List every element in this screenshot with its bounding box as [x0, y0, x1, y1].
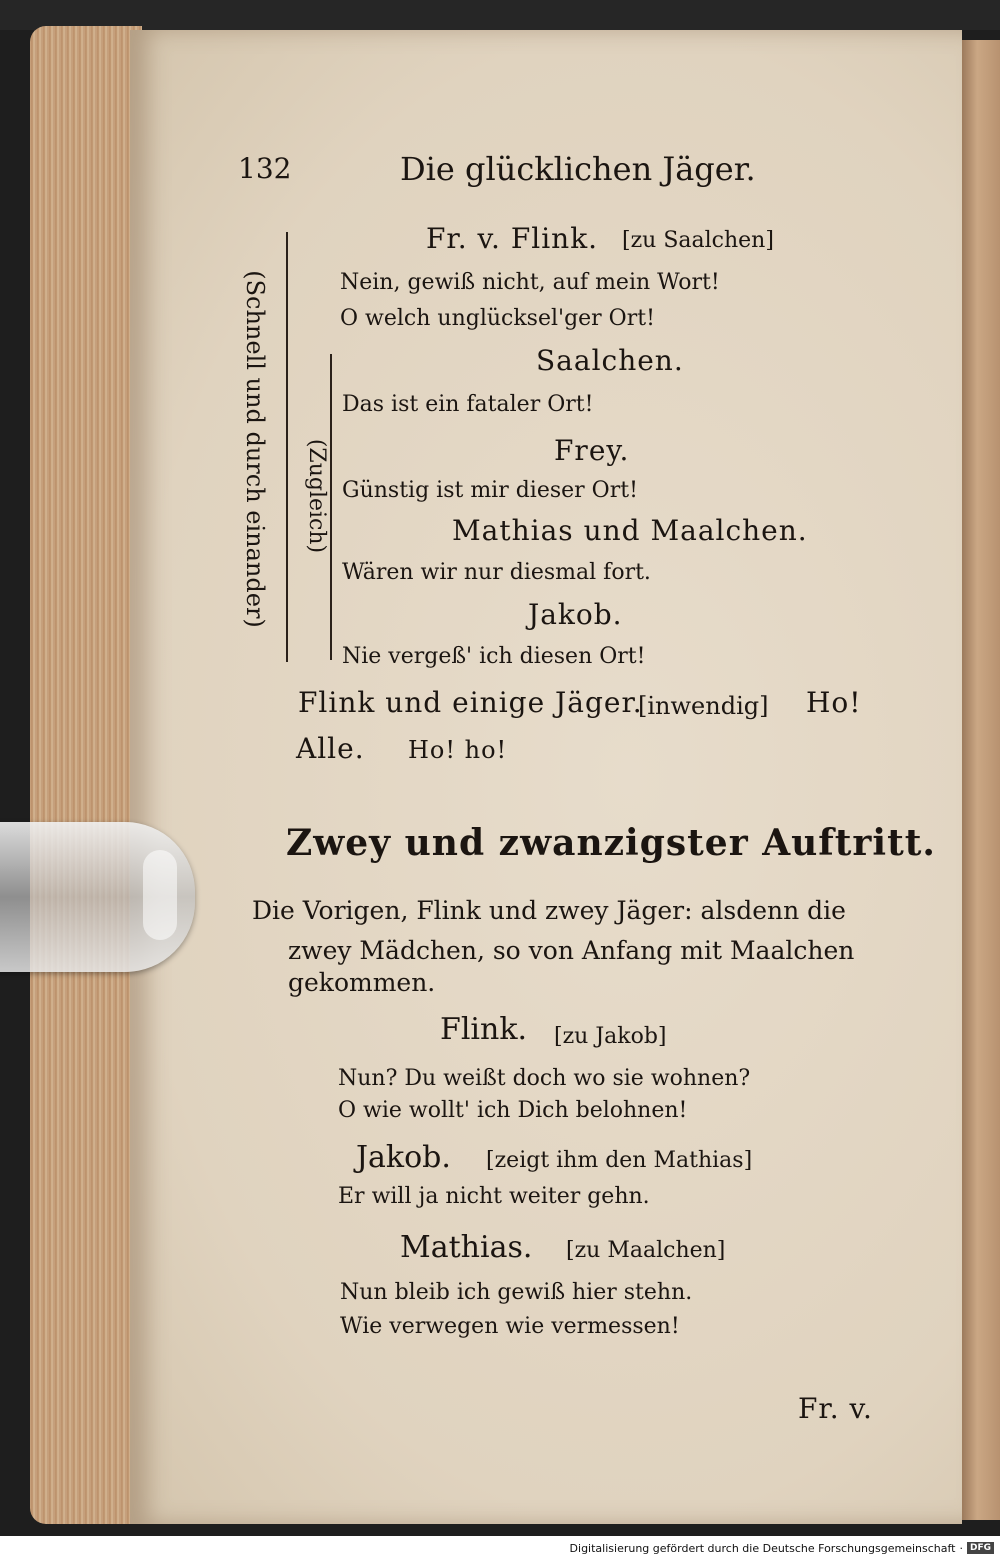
side-note-inner: (Zugleich) — [304, 438, 329, 554]
verse-line: Nein, gewiß nicht, auf mein Wort! — [340, 270, 720, 295]
stage-direction: [zeigt ihm den Mathias] — [486, 1148, 753, 1173]
verse-line: Günstig ist mir dieser Ort! — [342, 478, 638, 503]
speaker-jakob: Jakob. — [356, 1140, 451, 1175]
stage-direction: [zu Saalchen] — [622, 228, 774, 253]
exclamation: Ho! ho! — [408, 736, 508, 764]
verse-line: Nun? Du weißt doch wo sie wohnen? — [338, 1066, 751, 1091]
speaker-jakob: Jakob. — [528, 598, 623, 631]
scan-top-margin — [0, 0, 1000, 30]
page-number: 132 — [238, 152, 292, 185]
footer-bar — [0, 1536, 1000, 1560]
verse-line: Er will ja nicht weiter gehn. — [338, 1184, 650, 1209]
speaker-flink: Flink. — [440, 1012, 528, 1047]
verse-line: O welch unglücksel'ger Ort! — [340, 306, 655, 331]
verse-line: Wären wir nur diesmal fort. — [342, 560, 651, 585]
verse-line: Das ist ein fataler Ort! — [342, 392, 594, 417]
page-clip — [0, 822, 195, 972]
verse-line: O wie wollt' ich Dich belohnen! — [338, 1098, 688, 1123]
speaker-frey: Frey. — [554, 434, 630, 467]
verse-line: Nie vergeß' ich diesen Ort! — [342, 644, 646, 669]
scene-heading: Zwey und zwanzigster Auftritt. — [286, 822, 936, 864]
running-title: Die glücklichen Jäger. — [400, 150, 756, 188]
dfg-logo: DFG — [967, 1542, 994, 1554]
stage-direction-line: gekommen. — [288, 968, 436, 997]
speaker-alle: Alle. — [296, 732, 365, 765]
catchword: Fr. v. — [798, 1392, 873, 1425]
speaker-fr-v-flink: Fr. v. Flink. — [426, 222, 599, 255]
footer-credit: Digitalisierung gefördert durch die Deutsche Forschungsgemeinschaft — [569, 1541, 956, 1555]
separator: · — [959, 1541, 963, 1555]
verse-line: Nun bleib ich gewiß hier stehn. — [340, 1280, 693, 1305]
stage-direction: [zu Jakob] — [554, 1024, 667, 1049]
stage-direction: [zu Maalchen] — [566, 1238, 726, 1263]
side-note-outer: (Schnell und durch einander) — [241, 270, 269, 628]
speaker-saalchen: Saalchen. — [536, 344, 684, 377]
speaker-flink-und-jaeger: Flink und einige Jäger. — [298, 686, 643, 719]
stage-direction-line: zwey Mädchen, so von Anfang mit Maalchen — [288, 936, 855, 965]
speaker-mathias: Mathias. — [400, 1230, 533, 1265]
exclamation: Ho! — [806, 686, 862, 719]
stage-direction-line: Die Vorigen, Flink und zwey Jäger: alsdenn die — [252, 896, 846, 925]
outer-bracket — [286, 232, 288, 662]
facing-page-edge — [962, 40, 1000, 1520]
book-page-edges — [30, 26, 142, 1524]
stage-direction: [inwendig] — [638, 692, 769, 720]
speaker-mathias-und-maalchen: Mathias und Maalchen. — [452, 514, 808, 547]
inner-bracket — [330, 354, 332, 660]
verse-line: Wie verwegen wie vermessen! — [340, 1314, 680, 1339]
